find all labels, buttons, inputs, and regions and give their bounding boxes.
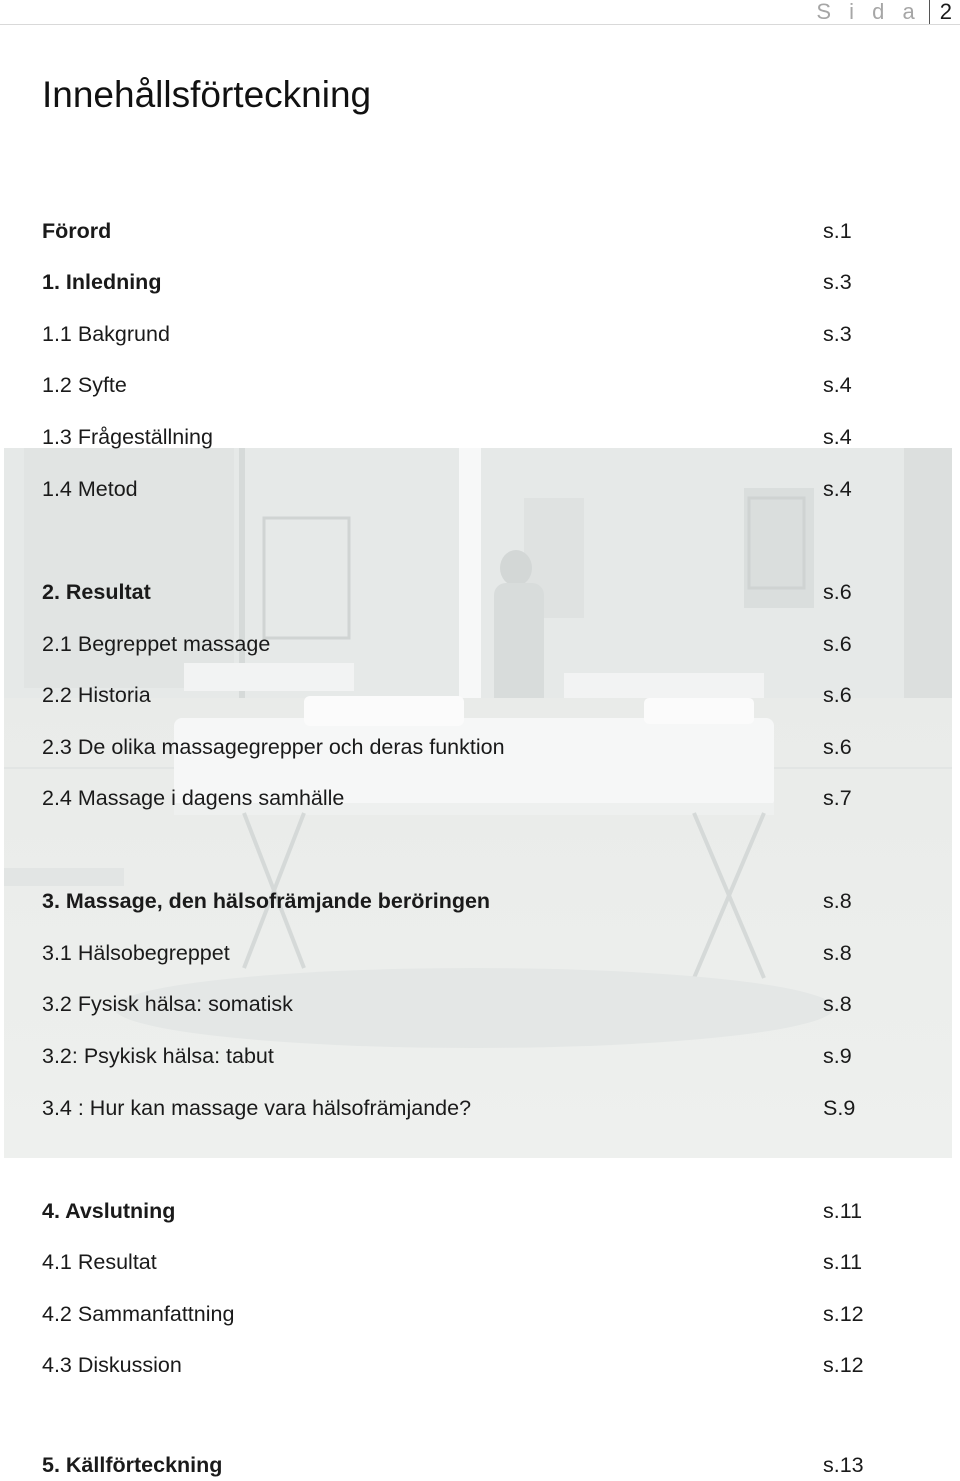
toc-entry-title: 1.3 Frågeställning xyxy=(42,425,213,449)
toc-entry-page: s.9 xyxy=(823,1044,852,1068)
toc-entry-diskussion xyxy=(42,1350,872,1380)
toc-entry-title: 1.2 Syfte xyxy=(42,373,127,397)
toc-entry-title: 2.3 De olika massagegrepper och deras funktion xyxy=(42,735,505,759)
toc-entry-page: s.12 xyxy=(823,1353,864,1377)
toc-entry-dagens-samhalle xyxy=(42,783,872,813)
toc-entry-title: 3.1 Hälsobegreppet xyxy=(42,941,230,965)
toc-entry-page: s.8 xyxy=(823,941,852,965)
toc-entry-title: 2. Resultat xyxy=(42,580,151,604)
toc-entry-page: s.13 xyxy=(823,1453,864,1477)
toc-entry-page: s.3 xyxy=(823,270,852,294)
toc-entry-halsoframjande-beroringen xyxy=(42,886,872,916)
toc-entry-title: 4. Avslutning xyxy=(42,1199,176,1223)
toc-entry-forord xyxy=(42,216,872,246)
toc-entry-fragestallning xyxy=(42,422,872,452)
toc-entry-title: 5. Källförteckning xyxy=(42,1453,223,1477)
toc-entry-title: 1.4 Metod xyxy=(42,477,138,501)
toc-entry-title: 3.2: Psykisk hälsa: tabut xyxy=(42,1044,274,1068)
page-title: Innehållsförteckning xyxy=(42,74,372,115)
toc-entry-page: s.6 xyxy=(823,683,852,707)
toc-entry-fysisk-halsa xyxy=(42,989,872,1019)
page-label: S i d a xyxy=(816,0,921,24)
toc-entry-title: 2.2 Historia xyxy=(42,683,151,707)
toc-entry-syfte xyxy=(42,370,872,400)
toc-entry-metod xyxy=(42,474,872,504)
toc-entry-title: 3.4 : Hur kan massage vara hälsofrämjande? xyxy=(42,1096,472,1120)
toc-entry-title: 4.3 Diskussion xyxy=(42,1353,182,1377)
toc-entry-page: s.1 xyxy=(823,219,852,243)
toc-entry-resultat-4-1 xyxy=(42,1247,872,1277)
toc-entry-page: s.6 xyxy=(823,632,852,656)
toc-entry-title: 3.2 Fysisk hälsa: somatisk xyxy=(42,992,293,1016)
toc-entry-page: s.12 xyxy=(823,1302,864,1326)
toc-entry-halsobegreppet xyxy=(42,938,872,968)
toc-entry-page: s.11 xyxy=(823,1250,863,1274)
toc-entry-title: Förord xyxy=(42,219,112,243)
toc-entry-page: s.8 xyxy=(823,889,852,913)
toc-entry-page: s.4 xyxy=(823,373,852,397)
toc-entry-begreppet-massage xyxy=(42,629,872,659)
toc-entry-page: s.11 xyxy=(823,1199,863,1223)
toc-entry-title: 2.1 Begreppet massage xyxy=(42,632,271,656)
toc-entry-avslutning xyxy=(42,1196,872,1226)
toc-entry-title: 1. Inledning xyxy=(42,270,162,294)
toc-entry-page: s.8 xyxy=(823,992,852,1016)
toc-entry-page: s.4 xyxy=(823,477,852,501)
toc-entry-psykisk-halsa xyxy=(42,1041,872,1071)
toc-entry-page: s.7 xyxy=(823,786,852,810)
toc-entry-inledning xyxy=(42,267,872,297)
toc-entry-title: 2.4 Massage i dagens samhälle xyxy=(42,786,345,810)
toc-entry-bakgrund xyxy=(42,319,872,349)
toc-entry-title: 1.1 Bakgrund xyxy=(42,322,170,346)
toc-entry-kallforteckning xyxy=(42,1450,872,1480)
toc-entry-historia xyxy=(42,680,872,710)
page-header xyxy=(816,0,952,24)
toc-entry-title: 3. Massage, den hälsofrämjande beröringen xyxy=(42,889,491,913)
toc-entry-page: s.6 xyxy=(823,580,852,604)
toc-entry-page: s.4 xyxy=(823,425,852,449)
toc-entry-title: 4.2 Sammanfattning xyxy=(42,1302,235,1326)
toc-entry-hur-kan-massage xyxy=(42,1093,872,1123)
header-divider xyxy=(0,24,960,25)
toc-entry-resultat xyxy=(42,577,872,607)
toc-entry-massagegrepper xyxy=(42,732,872,762)
toc-entry-title: 4.1 Resultat xyxy=(42,1250,157,1274)
toc-entry-sammanfattning xyxy=(42,1299,872,1329)
toc-entry-page: s.3 xyxy=(823,322,852,346)
page-number: 2 xyxy=(929,0,952,25)
toc-entry-page: s.6 xyxy=(823,735,852,759)
toc-entry-page: S.9 xyxy=(823,1096,856,1120)
